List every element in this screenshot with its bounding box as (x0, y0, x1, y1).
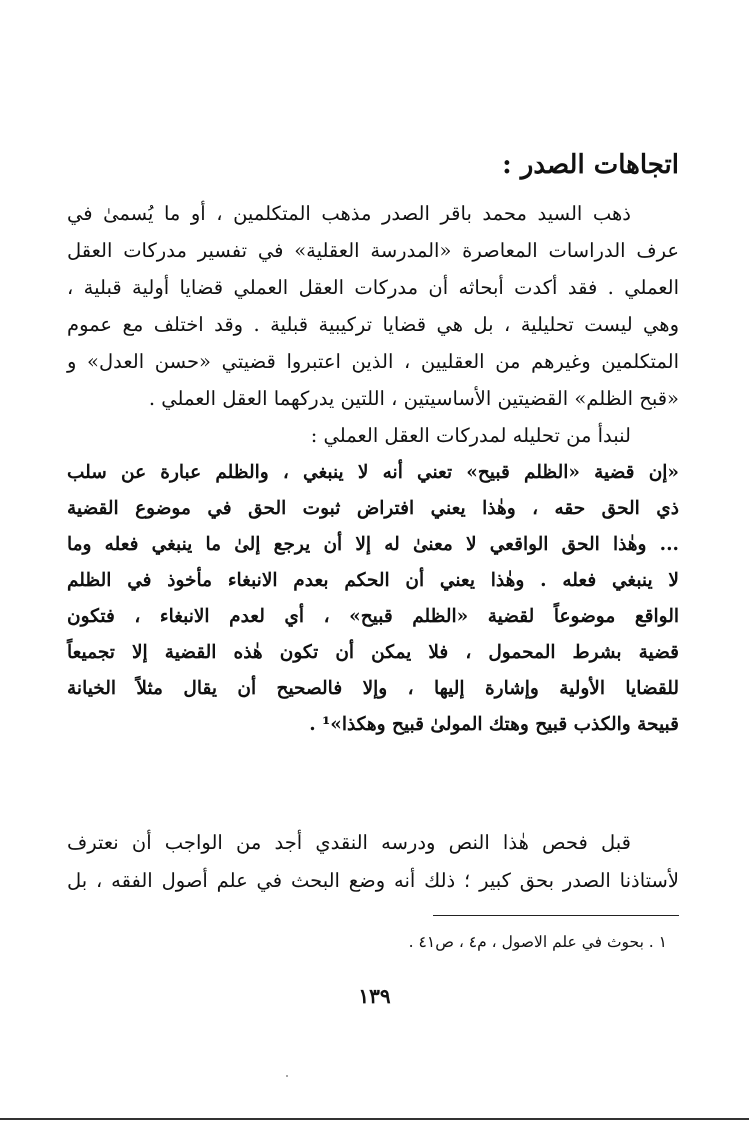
scan-edge-line (0, 1118, 749, 1120)
body-line: عرف الدراسات المعاصرة «المدرسة العقلية» في تفسير مدركات العقل (67, 239, 679, 262)
quote-line: ذي الحق حقه ، وهٰذا يعني افتراض ثبوت الحق في موضوع القضية (67, 498, 679, 519)
body-line: «قبح الظلم» القضيتين الأساسيتين ، اللتين يدركهما العقل العملي . (148, 387, 679, 410)
scan-speck (286, 1075, 288, 1077)
footnote-separator (433, 915, 679, 916)
body-line: لنبدأ من تحليله لمدركات العقل العملي : (310, 424, 631, 447)
body-line: المتكلمين وغيرهم من العقليين ، الذين اعتبروا قضيتي «حسن العدل» و (67, 350, 679, 373)
quote-line: «إن قضية «الظلم قبيح» تعني أنه لا ينبغي ، والظلم عبارة عن سلب (67, 462, 679, 483)
footnote: ١ . بحوث في علم الاصول ، م٤ ، ص٤١ . (408, 933, 667, 951)
quote-line: قبيحة والكذب قبيح وهتك المولىٰ قبيح وهكذا»¹ . (309, 714, 679, 735)
body-line: ذهب السيد محمد باقر الصدر مذهب المتكلمين ، أو ما يُسمىٰ في (67, 202, 631, 225)
closing-line: قبل فحص هٰذا النص ودرسه النقدي أجد من الواجب أن نعترف (67, 831, 631, 854)
quote-line: لا ينبغي فعله . وهٰذا يعني أن الحكم بعدم الانبغاء مأخوذ في الظلم (67, 570, 679, 591)
section-heading: اتجاهات الصدر : (502, 150, 679, 180)
quote-line: قضية بشرط المحمول ، فلا يمكن أن تكون هٰذه القضية إلا تجميعاً (67, 642, 679, 663)
body-line: وهي ليست تحليلية ، بل هي قضايا تركيبية قبلية . وقد اختلف مع عموم (67, 313, 679, 336)
quote-line: ... وهٰذا الحق الواقعي لا معنىٰ له إلا أن يرجع إلىٰ ما ينبغي فعله وما (67, 534, 679, 555)
quote-line: الواقع موضوعاً لقضية «الظلم قبيح» ، أي لعدم الانبغاء ، فتكون (67, 606, 679, 627)
quote-line: للقضايا الأولية وإشارة إليها ، وإلا فالصحيح أن يقال مثلاً الخيانة (67, 678, 679, 699)
page-number: ١٣٩ (358, 984, 391, 1008)
closing-line: لأستاذنا الصدر بحق كبير ؛ ذلك أنه وضع البحث في علم أصول الفقه ، بل (67, 869, 679, 892)
body-line: العملي . فقد أكدت أبحاثه أن مدركات العقل العملي قضايا أولية قبلية ، (67, 276, 679, 299)
